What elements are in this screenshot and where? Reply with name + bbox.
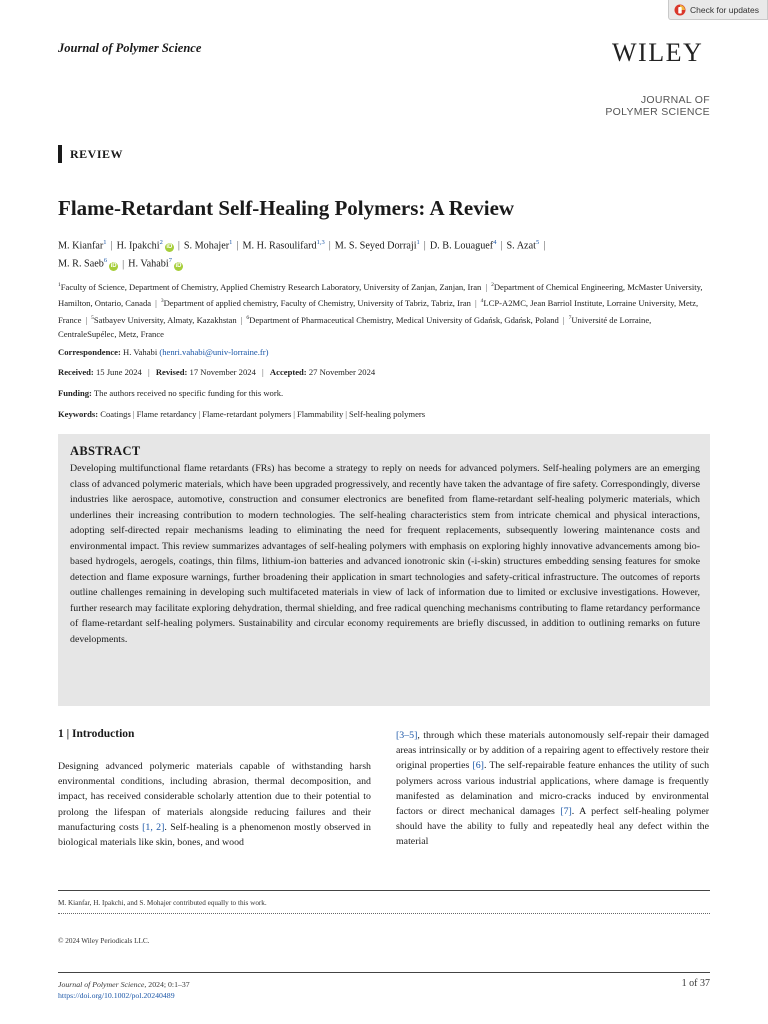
footnote-rule — [58, 890, 710, 891]
check-for-updates-button[interactable] — [668, 0, 768, 20]
author-1-affil[interactable]: 1 — [103, 239, 107, 246]
accepted-date: 27 November 2024 — [308, 367, 376, 377]
orcid-icon[interactable]: iD — [175, 262, 182, 269]
page-number: 1 of 37 — [681, 978, 710, 989]
affil-separator: | — [485, 281, 488, 292]
affiliations — [58, 278, 710, 342]
author-5-affil[interactable]: 1 — [416, 239, 420, 246]
journal-name: Journal of Polymer Science — [58, 41, 202, 55]
affil-separator: | — [240, 314, 243, 325]
abstract-heading: ABSTRACT — [70, 444, 141, 458]
author-separator: | — [110, 240, 113, 252]
check-for-updates-label: Check for updates — [690, 4, 759, 15]
keyword-separator: | — [198, 409, 201, 419]
footer-citation — [58, 980, 190, 989]
affil-4-num: 4 — [480, 298, 484, 305]
intro-text: . A perfect self-healing polymer should have the ability to fully and repeatedly heal any defect within the material — [396, 806, 709, 848]
revised-date: 17 November 2024 — [189, 367, 256, 377]
author-2[interactable]: H. Ipakchi — [116, 240, 160, 252]
orcid-icon[interactable]: iD — [110, 262, 117, 269]
article-dates — [58, 367, 375, 377]
author-9[interactable]: H. Vahabi — [128, 258, 169, 270]
correspondence — [58, 347, 268, 357]
revised-label: Revised: — [155, 367, 188, 377]
keyword: Flame retardancy — [136, 409, 197, 419]
author-separator: | — [543, 240, 546, 252]
footer-rule — [58, 972, 710, 973]
funding-text: The authors received no specific funding for this work. — [93, 388, 284, 398]
journal-wordmark-line1: JOURNAL OF — [640, 94, 710, 106]
author-6-affil[interactable]: 4 — [493, 239, 497, 246]
journal-wordmark — [560, 94, 710, 118]
author-5[interactable]: M. S. Seyed Dorraji — [334, 240, 417, 252]
abstract-text: Developing multifunctional flame retardants (FRs) has become a strategy to reply on needs for advanced polymers. Self-healing polymers are an emerging class of advanced polymeric materials, which have been upgraded progressively, and recently have taken the advantage of fire safety. Correspondingly, diverse industries like aerospace, automotive, construction and consumer electronics are benefited from flame-retardant self-healing polymeric materials, which underlines their increasing contribution to modern technologies. The self-healing characteristics stem from intricate chemical and physical interactions, adopting self-directed repair mechanisms leading to eliminating the need for frequent replacements, subsequently lowering maintenance costs and environmental impact. This review summarizes advantages of self-healing polymers with emphasis on exploring highly innovative advancements among bio-based hydrogels, aerogels, coatings, thin films, lithium-ion batteries and advanced ionotronic skin (-i-skin) structures embedding sensing features for smoke detection and flame exposure warnings, further broadening their application in smart technologies and safety-critical infrastructure. The outcomes of reports outline challenges remaining in developing such multifaceted materials in view of lack of information due to limited or exclusive investigations. However, further research may facilitate exploring dehydration, thermal shielding, and free radical quenching mechanisms contributing to flame retardancy performance of flame-retardant self-healing polymers. Sustainability and circular economy requirements are briefly discussed, in addition to outlining remarks on future developments. — [70, 463, 700, 645]
received-label: Received: — [58, 367, 94, 377]
affil-2-num: 2 — [491, 282, 494, 288]
footnote: M. Kianfar, H. Ipakchi, and S. Mohajer contributed equally to this work. — [58, 899, 267, 907]
author-7[interactable]: S. Azat — [506, 240, 536, 252]
intro-text: . The self-repairable feature enhances the utility of such polymers across various industrial applications, where damage is frequently manifested as delamination and micro-cracks induced by environmental factors or direct mechanical damages — [396, 760, 710, 818]
intro-text: . Self-healing is a phenomenon mostly observed in biological materials like skin, bones, and wood — [58, 821, 371, 849]
affiliation-3: Department of applied chemistry, Faculty of Chemistry, University of Tabriz, Tabriz, Iran — [163, 298, 471, 309]
section-heading-introduction: 1 | Introduction — [58, 728, 135, 740]
keyword: Flame-retardant polymers — [202, 409, 292, 419]
author-3-affil[interactable]: 1 — [229, 239, 233, 246]
crossmark-icon — [674, 4, 686, 16]
author-4[interactable]: M. H. Rasoulifard — [242, 240, 317, 252]
journal-wordmark-line2: POLYMER SCIENCE — [605, 106, 710, 118]
keyword-separator: | — [293, 409, 295, 419]
author-separator: | — [236, 240, 239, 252]
keyword: Self-healing polymers — [348, 409, 426, 419]
author-7-affil[interactable]: 5 — [535, 239, 540, 246]
footer-volume: , 2024; 0:1–37 — [144, 980, 190, 989]
author-8-affil[interactable]: 6 — [103, 257, 108, 265]
date-separator: | — [147, 367, 150, 377]
article-title: Flame-Retardant Self-Healing Polymers: A Review — [58, 196, 515, 220]
article-type-bar — [58, 145, 62, 163]
keyword-separator: | — [132, 409, 135, 419]
author-separator: | — [328, 240, 331, 252]
intro-column-1 — [58, 759, 371, 850]
funding-label: Funding: — [58, 388, 92, 398]
affil-separator: | — [85, 314, 88, 325]
affil-6-num: 6 — [246, 314, 250, 321]
author-6[interactable]: D. B. Louaguef — [429, 240, 494, 252]
affiliation-2: Department of Chemical Engineering, McMaster University, Hamilton, Ontario, Canada — [58, 281, 703, 309]
correspondence-name: H. Vahabi — [123, 347, 158, 357]
copyright: © 2024 Wiley Periodicals LLC. — [58, 937, 150, 945]
author-4-affil[interactable]: 1,3 — [316, 239, 325, 246]
author-2-affil[interactable]: 2 — [159, 239, 163, 246]
doi-link[interactable]: https://doi.org/10.1002/pol.20240489 — [58, 991, 175, 1000]
author-separator: | — [423, 240, 426, 252]
citation-link[interactable]: [3–5] — [396, 730, 418, 741]
author-separator: | — [177, 240, 180, 252]
keyword: Coatings — [100, 409, 131, 419]
keyword-separator: | — [345, 409, 347, 419]
citation-link[interactable]: [7] — [560, 806, 572, 818]
footer-journal: Journal of Polymer Science — [58, 980, 145, 989]
correspondence-label: Correspondence: — [58, 347, 121, 357]
accepted-label: Accepted: — [269, 367, 307, 377]
date-separator: | — [262, 367, 264, 377]
citation-link[interactable]: [1, 2] — [142, 821, 165, 833]
affil-1-num: 1 — [58, 282, 61, 288]
author-separator: | — [122, 258, 125, 270]
affil-separator: | — [562, 314, 565, 325]
author-9-affil[interactable]: 7 — [168, 257, 172, 265]
author-1[interactable]: M. Kianfar — [58, 240, 104, 252]
intro-column-2 — [396, 728, 709, 850]
orcid-icon[interactable]: iD — [166, 244, 173, 251]
affil-5-num: 5 — [91, 314, 94, 321]
publisher-logo: WILEY — [612, 38, 704, 67]
affil-separator: | — [155, 298, 157, 309]
dotted-divider — [58, 913, 710, 914]
funding — [58, 388, 283, 398]
received-date: 15 June 2024 — [95, 367, 142, 377]
intro-text: Designing advanced polymeric materials capable of withstanding harsh environmental conditions, including abrasion, thermal decomposition, and impact, has received considerable scholarly attention due to their potential to prolong the lifespan of materials alongside reducing failures and their manufacturing costs — [58, 761, 371, 833]
affiliation-6: Department of Pharmaceutical Chemistry, Medical University of Gdańsk, Gdańsk, Poland — [249, 314, 559, 325]
affil-3-num: 3 — [160, 298, 164, 305]
affiliation-7: Université de Lorraine, CentraleSupélec, Metz, France — [58, 314, 652, 340]
author-list — [58, 235, 710, 272]
affiliation-4: LCP-A2MC, Jean Barriol Institute, Lorraine University, Metz, France — [58, 298, 699, 325]
affiliation-1: Faculty of Science, Department of Chemistry, Applied Chemistry Research Laboratory, University of Zanjan, Zanjan, Iran — [60, 281, 482, 292]
keywords-label: Keywords: — [58, 409, 99, 419]
intro-text: , through which these materials autonomously self-repair their damaged areas intrinsically or by addition of a repairing agent to effectively restore their original properties — [396, 730, 709, 772]
author-3[interactable]: S. Mohajer — [183, 240, 230, 252]
affil-separator: | — [474, 298, 477, 309]
author-separator: | — [500, 240, 503, 252]
affiliation-5: Satbayev University, Almaty, Kazakhstan — [93, 314, 237, 325]
article-type: REVIEW — [70, 147, 124, 161]
correspondence-email-link[interactable]: (henri.vahabi@univ-lorraine.fr) — [159, 347, 269, 357]
author-8[interactable]: M. R. Saeb — [58, 258, 104, 270]
keywords — [58, 409, 425, 419]
affil-7-num: 7 — [568, 314, 572, 321]
citation-link[interactable]: [6] — [472, 760, 484, 772]
keyword: Flammability — [296, 409, 344, 419]
